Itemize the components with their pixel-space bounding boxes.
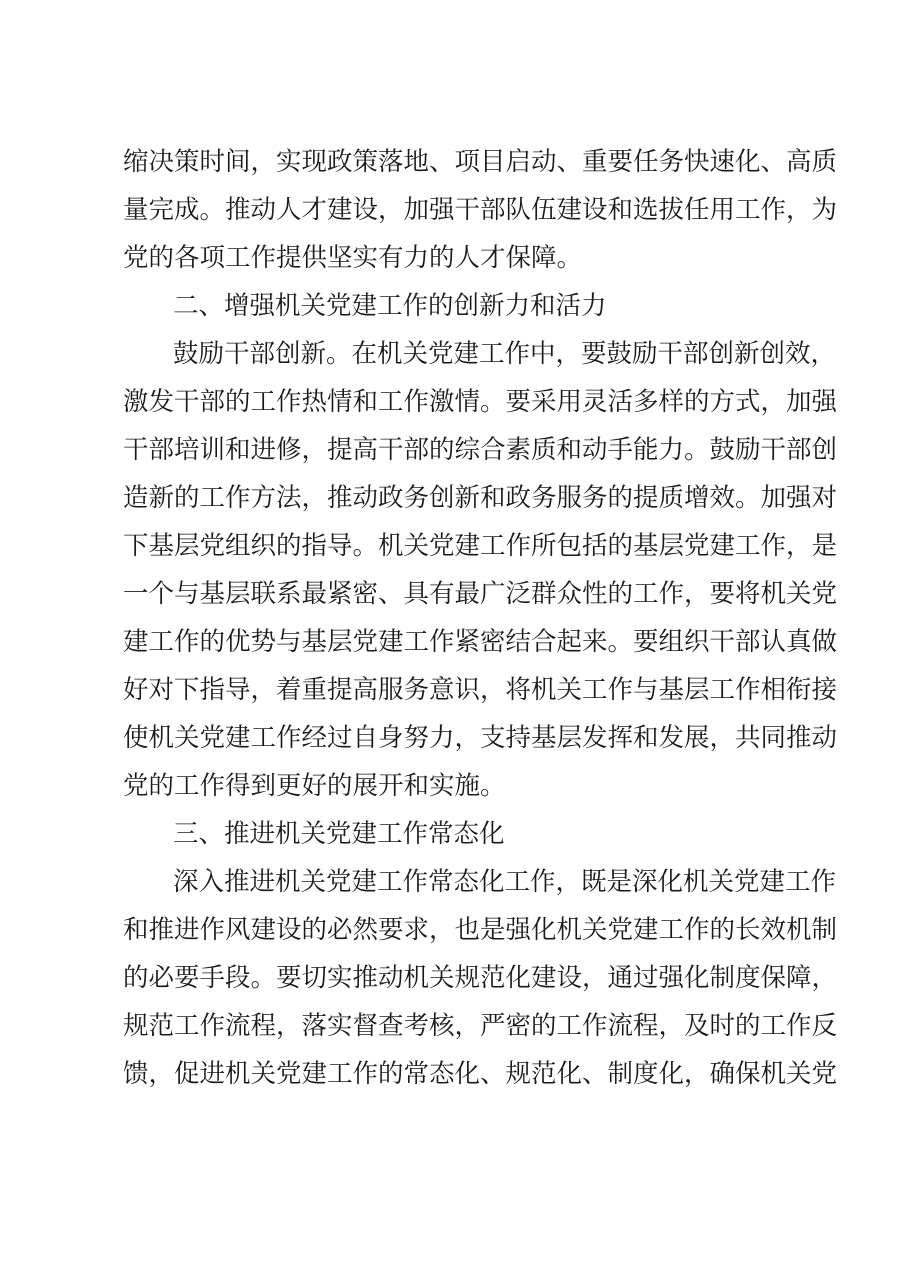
- text-line: 激发干部的工作热情和工作激情。要采用灵活多样的方式，加强: [123, 387, 838, 417]
- section-heading: 三、推进机关党建工作常态化: [173, 819, 505, 849]
- text-line: 缩决策时间，实现政策落地、项目启动、重要任务快速化、高质: [123, 147, 838, 177]
- text-line: 的必要手段。要切实推动机关规范化建设，通过强化制度保障，: [123, 963, 838, 993]
- text-line: 造新的工作方法，推动政务创新和政务服务的提质增效。加强对: [123, 483, 838, 513]
- text-line: 鼓励干部创新。在机关党建工作中，要鼓励干部创新创效，: [173, 339, 837, 369]
- text-line: 使机关党建工作经过自身努力，支持基层发挥和发展，共同推动: [123, 723, 838, 753]
- text-line: 馈，促进机关党建工作的常态化、规范化、制度化，确保机关党: [123, 1059, 838, 1089]
- text-line: 建工作的优势与基层党建工作紧密结合起来。要组织干部认真做: [123, 627, 838, 657]
- text-line: 党的各项工作提供坚实有力的人才保障。: [123, 243, 583, 273]
- document-body: [123, 138, 838, 1098]
- text-line: 党的工作得到更好的展开和实施。: [123, 771, 506, 801]
- text-line: 规范工作流程，落实督查考核，严密的工作流程，及时的工作反: [123, 1011, 838, 1041]
- text-line: 好对下指导，着重提高服务意识，将机关工作与基层工作相衔接: [123, 675, 838, 705]
- text-line: 深入推进机关党建工作常态化工作，既是深化机关党建工作: [173, 867, 837, 897]
- text-line: 和推进作风建设的必然要求，也是强化机关党建工作的长效机制: [123, 915, 838, 945]
- text-line: 量完成。推动人才建设，加强干部队伍建设和选拔任用工作，为: [123, 195, 838, 225]
- section-heading: 二、增强机关党建工作的创新力和活力: [173, 291, 607, 321]
- text-line: 一个与基层联系最紧密、具有最广泛群众性的工作，要将机关党: [123, 579, 838, 609]
- text-line: 干部培训和进修，提高干部的综合素质和动手能力。鼓励干部创: [123, 435, 838, 465]
- text-line: 下基层党组织的指导。机关党建工作所包括的基层党建工作，是: [123, 531, 838, 561]
